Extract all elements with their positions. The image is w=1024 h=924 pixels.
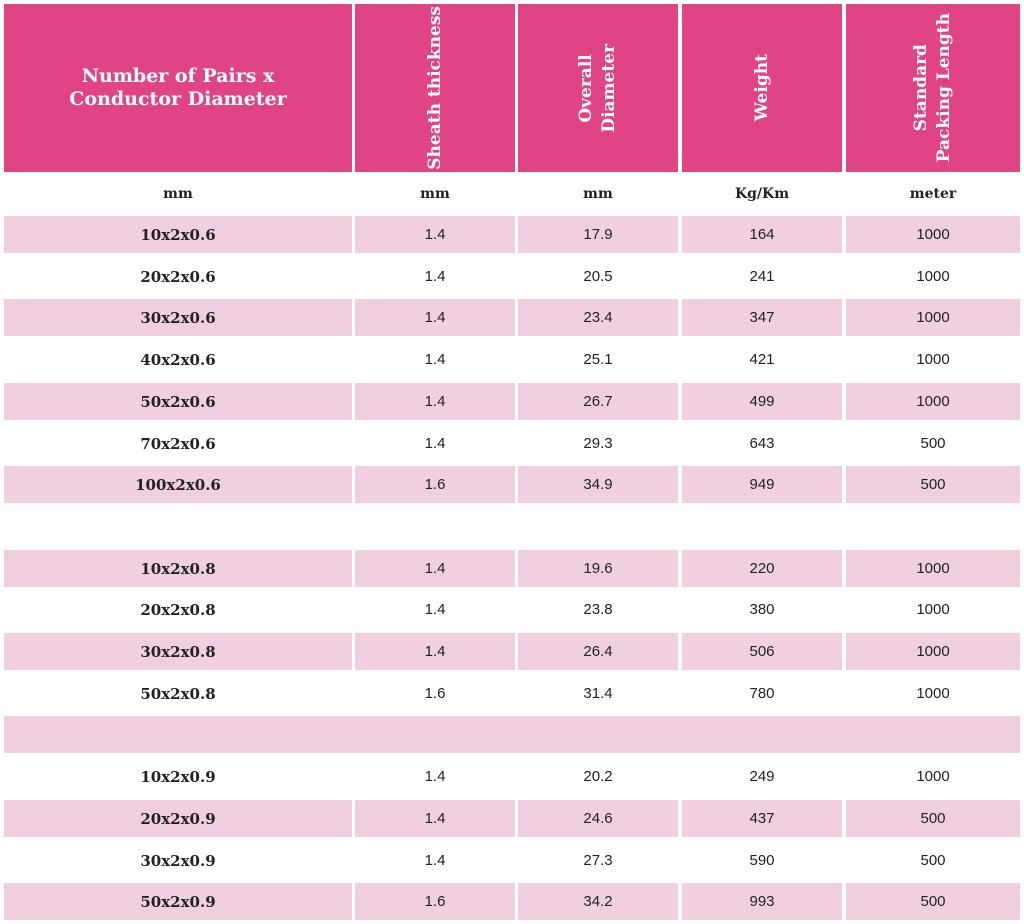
cell-weight: 437 [682, 800, 842, 837]
cell-overall-diameter: 17.9 [518, 216, 678, 253]
cell-sheath-thickness: 1.4 [355, 383, 515, 420]
cell-packing-length: 500 [846, 883, 1020, 920]
header-packing-length [846, 4, 1020, 172]
cell-sheath-thickness: 1.4 [424, 268, 446, 285]
cell-pairs-diameter: 20x2x0.8 [140, 600, 216, 619]
cell-weight: 949 [682, 466, 842, 503]
cell-pairs-diameter: 70x2x0.6 [140, 434, 216, 453]
cell-sheath-thickness: 1.4 [424, 768, 446, 785]
cell-sheath-thickness: 1.4 [355, 800, 515, 837]
cell-pairs-diameter: 20x2x0.9 [4, 800, 352, 837]
cell-pairs-diameter: 30x2x0.6 [4, 299, 352, 336]
cell-pairs-diameter: 100x2x0.6 [4, 466, 352, 503]
cell-overall-diameter: 26.4 [518, 633, 678, 670]
cell-sheath-thickness: 1.6 [355, 466, 515, 503]
cell-packing-length: 1000 [846, 550, 1020, 587]
cell-packing-length: 1000 [846, 216, 1020, 253]
cell-overall-diameter: 34.9 [518, 466, 678, 503]
unit-packing: meter [909, 186, 957, 202]
cell-packing-length: 1000 [846, 383, 1020, 420]
cell-overall-diameter: 34.2 [518, 883, 678, 920]
cell-weight: 421 [749, 351, 775, 368]
cell-overall-diameter: 29.3 [583, 435, 613, 452]
cell-weight: 993 [682, 883, 842, 920]
header-overall-diameter-label [575, 44, 621, 133]
cell-pairs-diameter: 10x2x0.9 [140, 767, 216, 786]
cell-overall-diameter: 24.6 [518, 800, 678, 837]
cell-pairs-diameter: 30x2x0.9 [140, 851, 216, 870]
cell-overall-diameter: 20.5 [583, 268, 613, 285]
cell-packing-length: 500 [920, 852, 946, 869]
cell-overall-diameter: 27.3 [583, 852, 613, 869]
unit-sheath: mm [420, 186, 450, 202]
cell-weight: 590 [749, 852, 775, 869]
cell-sheath-thickness: 1.4 [424, 852, 446, 869]
header-overall-line2: Diameter [599, 43, 619, 133]
header-packing-length-label [910, 13, 956, 162]
cell-packing-length: 500 [920, 435, 946, 452]
cell-sheath-thickness: 1.4 [355, 216, 515, 253]
cell-sheath-thickness: 1.6 [355, 883, 515, 920]
unit-pairs-diameter: mm [163, 186, 193, 202]
unit-weight: Kg/Km [734, 186, 790, 202]
cell-sheath-thickness: 1.4 [424, 601, 446, 618]
header-packing-line2: Packing Length [934, 13, 954, 163]
cell-weight: 506 [682, 633, 842, 670]
header-weight [682, 4, 842, 172]
cell-packing-length: 1000 [846, 299, 1020, 336]
cell-weight: 643 [749, 435, 775, 452]
cell-weight: 249 [749, 768, 775, 785]
cell-overall-diameter: 23.4 [518, 299, 678, 336]
cell-packing-length: 500 [846, 466, 1020, 503]
header-pairs-diameter [4, 4, 352, 172]
cell-packing-length: 1000 [916, 601, 950, 618]
header-overall-line1: Overall [576, 53, 596, 123]
cell-overall-diameter: 23.8 [583, 601, 613, 618]
cell-overall-diameter: 26.7 [518, 383, 678, 420]
cell-pairs-diameter: 10x2x0.6 [4, 216, 352, 253]
cell-pairs-diameter: 30x2x0.8 [4, 633, 352, 670]
cell-weight: 499 [682, 383, 842, 420]
cell-overall-diameter: 31.4 [583, 685, 613, 702]
spacer-row [4, 716, 1020, 753]
cell-sheath-thickness: 1.4 [355, 299, 515, 336]
cell-sheath-thickness: 1.4 [355, 633, 515, 670]
cell-pairs-diameter: 40x2x0.6 [140, 350, 216, 369]
header-pairs-diameter-label: Number of Pairs x Conductor Diameter [69, 65, 287, 110]
cell-packing-length: 500 [846, 800, 1020, 837]
header-packing-line1: Standard [911, 44, 931, 132]
cell-sheath-thickness: 1.4 [424, 435, 446, 452]
cell-pairs-diameter: 20x2x0.6 [140, 267, 216, 286]
cell-pairs-diameter: 50x2x0.8 [140, 684, 216, 703]
header-sheath-thickness [355, 4, 515, 172]
header-sheath-thickness-label: Sheath thickness [424, 6, 445, 170]
cell-pairs-diameter: 50x2x0.6 [4, 383, 352, 420]
cell-packing-length: 1000 [916, 351, 950, 368]
cell-pairs-diameter: 50x2x0.9 [4, 883, 352, 920]
cell-weight: 220 [682, 550, 842, 587]
cell-weight: 380 [749, 601, 775, 618]
cell-sheath-thickness: 1.4 [424, 351, 446, 368]
cell-packing-length: 1000 [916, 768, 950, 785]
header-overall-diameter [518, 4, 678, 172]
cell-packing-length: 1000 [846, 633, 1020, 670]
cell-packing-length: 1000 [916, 685, 950, 702]
cell-weight: 164 [682, 216, 842, 253]
cell-weight: 347 [682, 299, 842, 336]
cell-weight: 780 [749, 685, 775, 702]
cell-overall-diameter: 25.1 [583, 351, 613, 368]
cell-overall-diameter: 20.2 [583, 768, 613, 785]
cell-sheath-thickness: 1.6 [424, 685, 446, 702]
cell-weight: 241 [749, 268, 775, 285]
cell-packing-length: 1000 [916, 268, 950, 285]
cell-pairs-diameter: 10x2x0.8 [4, 550, 352, 587]
header-weight-label: Weight [751, 54, 772, 122]
cell-sheath-thickness: 1.4 [355, 550, 515, 587]
cell-overall-diameter: 19.6 [518, 550, 678, 587]
unit-overall: mm [583, 186, 613, 202]
